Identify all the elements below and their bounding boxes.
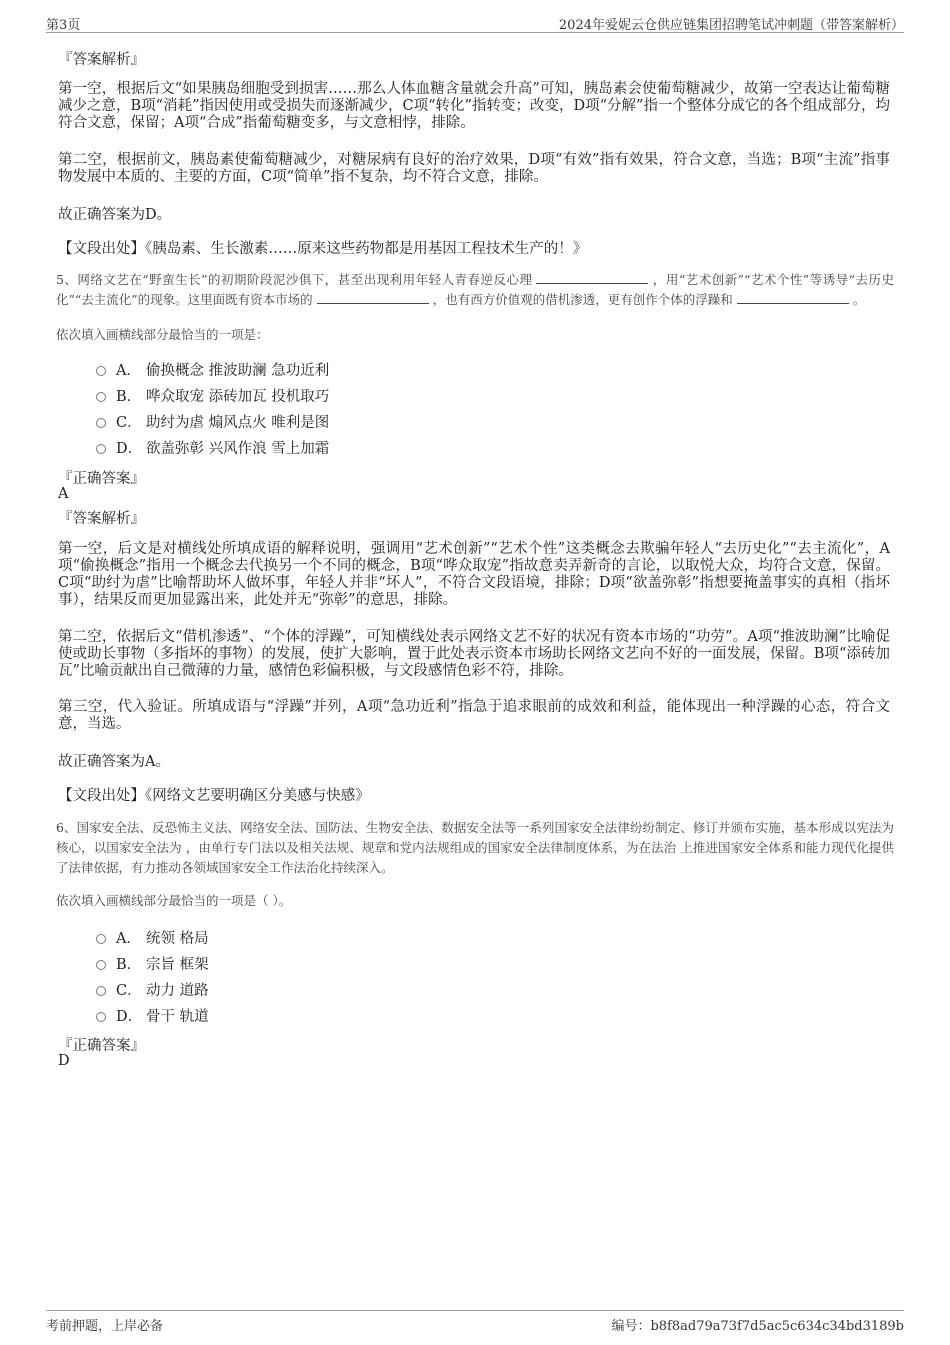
- q5-analysis-p3: 第三空，代入验证。所填成语与“浮躁”并列，A项“急功近利”指急于追求眼前的成效和利益，能体现出一种浮躁的心态，符合文意，当选。: [58, 699, 890, 732]
- q4-analysis-p1: 第一空，根据后文“如果胰岛细胞受到损害……那么人体血糖含量就会升高”可知，胰岛素会使葡萄糖减少，故第一空表达让葡萄糖减少之意，B项“消耗”指因使用或受损失而逐渐减少，C项“转化”指转变；改变，D项“分解”指一个整体分成它的各个组成部分，均符合文意，保留；A项“合成”指葡萄糖变多，与文意相悖，排除。: [58, 81, 890, 131]
- q4-analysis-label: 『答案解析』: [58, 52, 145, 68]
- radio-icon[interactable]: [96, 444, 106, 454]
- q6-option-b[interactable]: B． 宗旨 框架: [96, 953, 209, 973]
- q5-option-a[interactable]: A． 偷换概念 推波助澜 急功近利: [96, 359, 329, 379]
- q5-prompt: 依次填入画横线部分最恰当的一项是：: [56, 327, 269, 342]
- q4-analysis-p2: 第二空，根据前文，胰岛素使葡萄糖减少，对糖尿病有良好的治疗效果，D项“有效”指有效果，符合文意，当选；B项“主流”指事物发展中本质的、主要的方面，C项“简单”指不复杂，均不符合文意，排除。: [58, 152, 890, 185]
- q5-blank-1: [536, 271, 648, 284]
- radio-icon[interactable]: [96, 392, 106, 402]
- q5-option-c[interactable]: C． 助纣为虐 煽风点火 唯利是图: [96, 411, 329, 431]
- q6-answer-label: 『正确答案』: [58, 1038, 145, 1054]
- q5-analysis-p2: 第二空，依据后文“借机渗透”、“个体的浮躁”，可知横线处表示网络文艺不好的状况有资本市场的“功劳”。A项“推波助澜”比喻促使或助长事物（多指坏的事物）的发展，使扩大影响，置于此处表示资本市场助长网络文艺向不好的一面发展，保留。B项“添砖加瓦”比喻贡献出自己微薄的力量，感情色彩偏积极，与文段感情色彩不符，排除。: [58, 629, 890, 679]
- q5-conclusion: 故正确答案为A。: [58, 754, 170, 770]
- q5-question-text: 5、网络文艺在“野蛮生长”的初期阶段泥沙俱下，甚至出现利用年轻人青春逆反心理 ，用“艺术创新”“艺术个性”等诱导“去历史化”“去主流化”的现象。这里面既有资本市场的 ，也有西方价值观的借机渗透，更有创作个体的浮躁和 。: [56, 272, 894, 307]
- q5-analysis-label: 『答案解析』: [58, 511, 145, 527]
- q6-option-c[interactable]: C． 动力 道路: [96, 979, 209, 999]
- document-title: 2024年爱妮云仓供应链集团招聘笔试冲刺题（带答案解析）: [558, 18, 904, 33]
- q5-answer: A: [58, 486, 69, 502]
- footer-code: 编号：b8f8ad79a73f7d5ac5c634c34bd3189b: [611, 1319, 904, 1334]
- q6-answer: D: [58, 1053, 70, 1069]
- q6-question-text: 6、国家安全法、反恐怖主义法、网络安全法、国防法、生物安全法、数据安全法等一系列国家安全法律纷纷制定、修订并颁布实施，基本形成以宪法为核心，以国家安全法为 ，由单行专门法以及相关法规、规章和党内法规组成的国家安全法律制度体系，为在法治 上推进国家安全体系和能力现代化提供了法律依据，有力推动各领域国家安全工作法治化持续深入。: [56, 820, 894, 875]
- q5-source: 【文段出处】《网络文艺要明确区分美感与快感》: [58, 788, 370, 804]
- q5-blank-2: [317, 291, 429, 304]
- q5-blank-3: [737, 291, 849, 304]
- radio-icon[interactable]: [96, 1012, 106, 1022]
- page-header: [46, 12, 904, 33]
- q5-analysis-p1: 第一空，后文是对横线处所填成语的解释说明，强调用“艺术创新”“艺术个性”这类概念去欺骗年轻人“去历史化”“去主流化”，A项“偷换概念”指用一个概念去代换另一个不同的概念，B项“哗众取宠”指故意卖弄新奇的言论，以取悦大众，均符合文意，保留。C项“助纣为虐”比喻帮助坏人做坏事，年轻人并非“坏人”，不符合文段语境，排除；D项“欲盖弥彰”指想要掩盖事实的真相（指坏事），结果反而更加显露出来，此处并无“弥彰”的意思，排除。: [58, 541, 890, 608]
- radio-icon[interactable]: [96, 366, 106, 376]
- page-number: 第3页: [46, 18, 81, 33]
- q5-answer-label: 『正确答案』: [58, 471, 145, 487]
- radio-icon[interactable]: [96, 986, 106, 996]
- q6-option-d[interactable]: D． 骨干 轨道: [96, 1005, 209, 1025]
- radio-icon[interactable]: [96, 418, 106, 428]
- page-footer: [46, 1310, 904, 1335]
- q5-option-b[interactable]: B． 哗众取宠 添砖加瓦 投机取巧: [96, 385, 329, 405]
- q4-conclusion: 故正确答案为D。: [58, 207, 172, 223]
- q4-source: 【文段出处】《胰岛素、生长激素……原来这些药物都是用基因工程技术生产的！》: [58, 241, 588, 257]
- q6-option-a[interactable]: A． 统领 格局: [96, 927, 209, 947]
- q5-option-d[interactable]: D． 欲盖弥彰 兴风作浪 雪上加霜: [96, 437, 329, 457]
- radio-icon[interactable]: [96, 960, 106, 970]
- radio-icon[interactable]: [96, 934, 106, 944]
- q6-prompt: 依次填入画横线部分最恰当的一项是（ ）。: [56, 893, 292, 908]
- footer-slogan: 考前押题，上岸必备: [46, 1319, 164, 1334]
